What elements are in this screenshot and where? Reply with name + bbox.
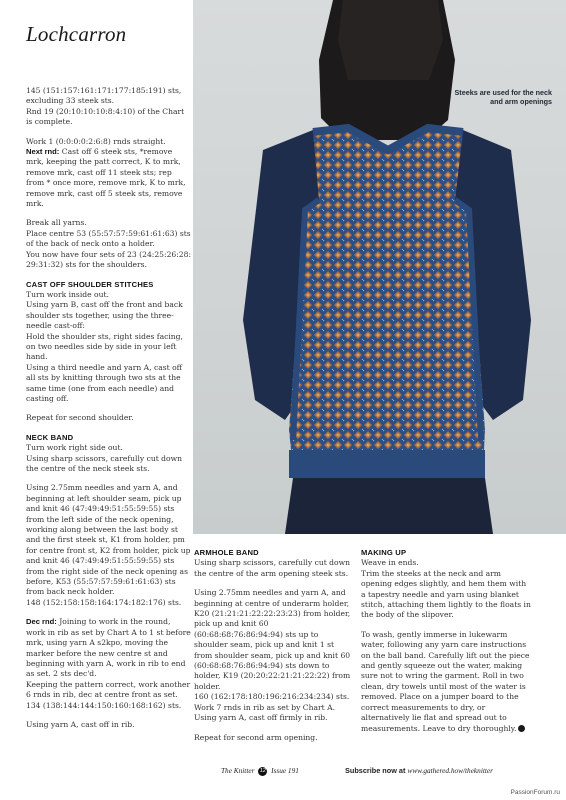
text: Using yarn A, cast off firmly in rib. [194,713,328,723]
text: Cast off 6 steek sts, *remove mrk, keeping the patt correct, K to mrk, remove mrk, cast off 11 steek sts; rep from * once more, remove mrk, K to mrk, remove mrk, cast off 5 steek sts, remove mrk. [26,147,186,209]
text: Work 7 rnds in rib as set by Chart A. [194,702,335,712]
end-of-article-icon [518,725,525,732]
text-para [26,443,191,474]
subscribe-link[interactable]: www.gathered.how/theknitter [407,766,493,775]
model-photo [193,0,566,534]
instruction-lead: Dec rnd: [26,617,57,627]
text: 160 (162:178:180:196:216:234:234) sts. [194,692,350,702]
text-para [26,290,191,404]
text: Place centre 53 (55:57:57:59:61:61:63) sts of the back of neck onto a holder. [26,228,191,249]
text: Trim the steeks at the neck and arm opening edges slightly, and hem them with a tapestry needle and yarn using blanket stitch, attaching them lightly to the floats in the body of the slipover. [361,568,531,620]
text: Using sharp scissors, carefully cut down the centre of the neck steek sts. [26,453,183,473]
text: You now have four sets of 23 (24:25:26:28: 29:31:32) sts for the shoulders. [26,249,192,270]
text: 134 (138:144:144:150:160:168:162) sts. [26,700,182,710]
text: Joining to work in the round, work in rib as set by Chart A to 1 st before mrk, using yarn A s2kpo, moving the marker before the new centre st and beginning with yarn A, work in rib to end as set. 2 sts dec'd. [26,617,191,679]
text: Keeping the pattern correct, work another 6 rnds in rib, dec at centre front as set. [26,679,191,700]
column-middle [194,548,354,752]
text: Hold the shoulder sts, right sides facing, on two needles side by side in your left hand. [26,331,183,362]
text: Turn work right side out. [26,443,123,453]
text-para [26,617,191,711]
text-para [26,218,191,270]
column-right [361,548,533,743]
watermark: PassionForum.ru [510,789,560,796]
text-para [361,558,533,620]
text: To wash, gently immerse in lukewarm water, following any yarn care instructions on the ball band. Carefully lift out the piece and gently squeeze out the water, making sure not to wring the garment. Roll in two clean, dry towels until most of the water is removed. Place on a jumper board to the correct measurements to dry, or alternatively lie flat and spread out to measurements. Leave to dry thoroughly. [361,629,530,733]
text: Using a third needle and yarn A, cast off all sts by knitting through two sts at the same time (one from each needle) and casting off. [26,362,183,403]
text-para [194,588,354,723]
text-para [26,483,191,608]
text-para: Repeat for second arm opening. [194,732,318,742]
photo-caption: Steeks are used for the neck and arm openings [454,88,552,106]
text: 145 (151:157:161:171:177:185:191) sts, excluding 33 steek sts. [26,86,182,106]
text: Turn work inside out. [26,289,109,299]
subscribe-text: Subscribe now at [345,766,406,775]
footer-magazine [221,766,299,776]
page-number-badge: 12 [259,767,266,774]
text-para [361,630,533,734]
section-heading: ARMHOLE BAND [194,548,259,557]
section-heading: CAST OFF SHOULDER STITCHES [26,279,154,289]
footer-subscribe [345,766,493,775]
model-illustration [193,0,566,534]
text: Using yarn B, cast off the front and back shoulder sts together, using the three-needle cast-off: [26,300,183,331]
instruction-lead: Next rnd: [26,147,60,157]
text-para [26,86,191,128]
text-para [26,137,191,210]
text-para: Using sharp scissors, carefully cut down the centre of the arm opening steek sts. [194,558,351,578]
text: 148 (152:158:158:164:174:182:176) sts. [26,597,182,607]
pattern-title: Lochcarron [26,22,127,46]
text: Weave in ends. [361,558,419,568]
section-heading: MAKING UP [361,548,407,557]
text: Rnd 19 (20:10:10:10:8:4:10) of the Chart is complete. [26,106,185,127]
text-para: Using yarn A, cast off in rib. [26,719,135,729]
text: Using 2.75mm needles and yarn A, and beginning at left shoulder seam, pick up and knit 46 (47:49:49:51:55:59:55) sts from the left side of the neck opening, working along between the last body st and the first steek st, K1 from holder, pm for centre front st, K2 from holder, pick up and knit 46 (47:49:49:51:55:59:55) sts from the right side of the neck opening as before, K53 (55:57:57:59:61:61:63) sts from back neck holder. [26,483,191,597]
text: Break all yarns. [26,218,87,228]
column-left [26,86,191,739]
text: Work 1 (0:0:0:0:2:6:8) rnds straight. [26,136,166,146]
text: Using 2.75mm needles and yarn A, and beginning at centre of underarm holder, K20 (21:21:21:22:22:23:23) from holder, pick up and knit 60 (60:68:68:76:86:94:94) sts up to shoulder seam, pick up and knit 1 st from shoulder seam, pick up and knit 60 (60:68:68:76:86:94:94) sts down to holder, K19 (20:20:22:21:21:22:22) from holder. [194,588,351,691]
magazine-name: The Knitter [221,766,255,775]
issue-number: Issue 191 [271,766,299,775]
text-para: Repeat for second shoulder. [26,413,134,423]
section-heading: NECK BAND [26,432,74,442]
